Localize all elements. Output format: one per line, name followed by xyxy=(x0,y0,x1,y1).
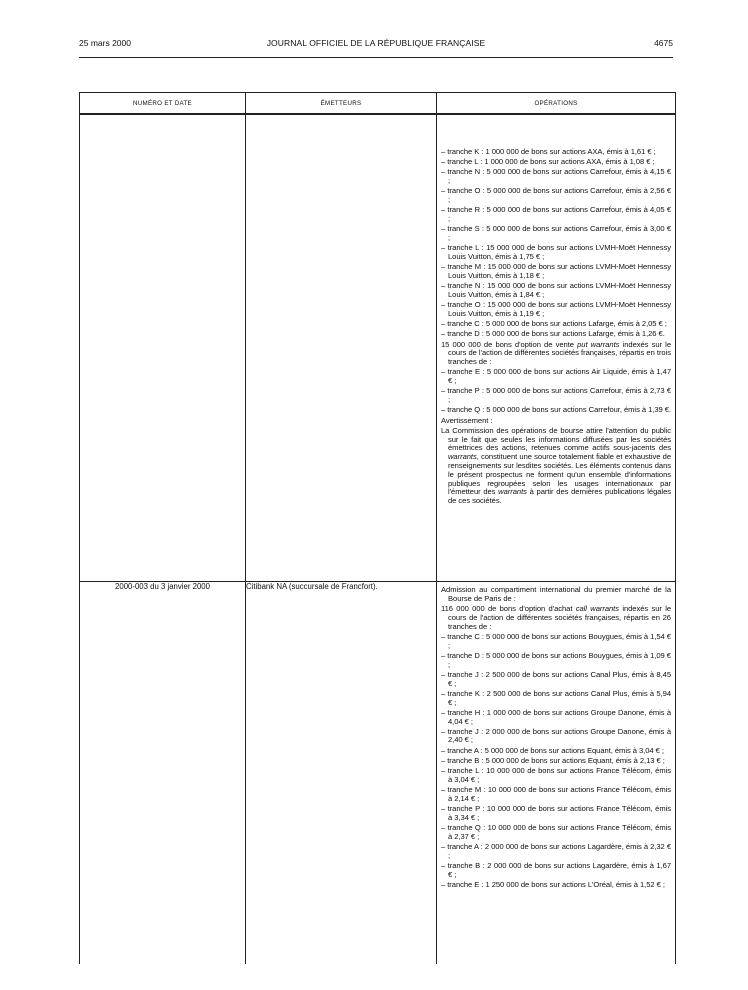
tranche-item: – tranche L : 15 000 000 de bons sur actions LVMH-Moët Hennessy Louis Vuitton, émis à 1,75 € ; xyxy=(441,243,671,262)
tranche-item: – tranche S : 5 000 000 de bons sur actions Carrefour, émis à 3,00 € ; xyxy=(441,224,671,243)
tranche-item: – tranche M : 15 000 000 de bons sur actions LVMH-Moët Hennessy Louis Vuitton, émis à 1,18 € ; xyxy=(441,262,671,281)
table-header-row xyxy=(80,93,676,115)
column-header-emetteurs: ÉMETTEURS xyxy=(246,93,437,115)
operations-cell xyxy=(437,114,676,582)
tranche-item: – tranche R : 5 000 000 de bons sur actions Carrefour, émis à 4,05 € ; xyxy=(441,205,671,224)
tranche-item: – tranche Q : 5 000 000 de bons sur actions Carrefour, émis à 1,39 €. xyxy=(441,405,671,415)
tranche-item: – tranche O : 5 000 000 de bons sur actions Carrefour, émis à 2,56 € ; xyxy=(441,186,671,205)
numero-cell xyxy=(80,114,246,582)
operations-table xyxy=(79,92,676,964)
tranche-item: – tranche L : 1 000 000 de bons sur actions AXA, émis à 1,08 € ; xyxy=(441,157,655,167)
tranche-item: – tranche A : 5 000 000 de bons sur actions Equant, émis à 3,04 € ; xyxy=(441,745,664,755)
warning-title: Avertissement : xyxy=(441,415,493,425)
tranche-item: – tranche E : 1 250 000 de bons sur actions L'Oréal, émis à 1,52 € ; xyxy=(441,879,665,889)
put-warrants-intro: 15 000 000 de bons d'option de vente put warrants indexés sur le cours de l'action de différentes sociétés françaises, répartis en trois tranches de : xyxy=(441,339,671,367)
page-number: 4675 xyxy=(654,38,673,48)
tranche-item: – tranche D : 5 000 000 de bons sur actions Lafarge, émis à 1,26 €. xyxy=(441,329,665,339)
tranche-item: – tranche M : 10 000 000 de bons sur actions France Télécom, émis à 2,14 € ; xyxy=(441,785,671,803)
page-header xyxy=(79,38,673,52)
tranche-item: – tranche B : 5 000 000 de bons sur actions Equant, émis à 2,13 € ; xyxy=(441,755,665,765)
emetteur-cell xyxy=(246,114,437,582)
tranche-item: – tranche K : 1 000 000 de bons sur actions AXA, émis à 1,61 € ; xyxy=(441,147,656,156)
journal-title: JOURNAL OFFICIEL DE LA RÉPUBLIQUE FRANÇAISE xyxy=(266,38,486,48)
tranche-item: – tranche L : 10 000 000 de bons sur actions France Télécom, émis à 3,04 € ; xyxy=(441,766,671,784)
tranche-item: – tranche B : 2 000 000 de bons sur actions Lagardère, émis à 1,67 € ; xyxy=(441,860,671,879)
column-header-operations: OPÉRATIONS xyxy=(437,93,676,115)
tranche-item: – tranche A : 2 000 000 de bons sur actions Lagardère, émis à 2,32 € ; xyxy=(441,841,671,860)
table-row xyxy=(80,114,676,582)
tranche-item: – tranche J : 2 000 000 de bons sur actions Groupe Danone, émis à 2,40 € ; xyxy=(441,726,671,745)
emetteur-cell: Citibank NA (succursale de Francfort). xyxy=(246,582,437,965)
tranche-item: – tranche E : 5 000 000 de bons sur actions Air Liquide, émis à 1,47 € ; xyxy=(441,367,671,386)
tranche-item: – tranche H : 1 000 000 de bons sur actions Groupe Danone, émis à 4,04 € ; xyxy=(441,707,671,726)
tranche-item: – tranche K : 2 500 000 de bons sur actions Canal Plus, émis à 5,94 € ; xyxy=(441,688,671,707)
tranche-item: – tranche J : 2 500 000 de bons sur actions Canal Plus, émis à 8,45 € ; xyxy=(441,669,671,688)
tranche-item: – tranche P : 5 000 000 de bons sur actions Carrefour, émis à 2,73 € ; xyxy=(441,386,671,405)
tranche-item: – tranche C : 5 000 000 de bons sur actions Bouygues, émis à 1,54 € ; xyxy=(441,631,671,650)
tranche-item: – tranche C : 5 000 000 de bons sur actions Lafarge, émis à 2,05 € ; xyxy=(441,319,667,329)
table-row xyxy=(80,582,676,965)
tranche-list xyxy=(441,148,671,339)
tranche-item: – tranche D : 5 000 000 de bons sur actions Bouygues, émis à 1,09 € ; xyxy=(441,650,671,669)
tranche-list xyxy=(441,633,671,890)
tranche-item: – tranche Q : 10 000 000 de bons sur actions France Télécom, émis à 2,37 € ; xyxy=(441,823,671,841)
numero-cell: 2000-003 du 3 janvier 2000 xyxy=(80,582,246,965)
call-warrants-intro: 116 000 000 de bons d'option d'achat call warrants indexés sur le cours de l'action de différentes sociétés françaises, répartis en 26 tranches de : xyxy=(441,603,672,631)
tranche-item: – tranche N : 15 000 000 de bons sur actions LVMH-Moët Hennessy Louis Vuitton, émis à 1,84 € ; xyxy=(441,281,671,300)
admission-text: Admission au compartiment international du premier marché de la Bourse de Paris de : xyxy=(441,585,671,603)
column-header-numero: NUMÉRO ET DATE xyxy=(80,93,246,115)
tranche-item: – tranche O : 15 000 000 de bons sur actions LVMH-Moët Hennessy Louis Vuitton, émis à 1,19 € ; xyxy=(441,300,671,319)
tranche-list xyxy=(441,368,671,415)
operations-cell xyxy=(437,582,676,965)
warning-text: La Commission des opérations de bourse attire l'attention du public sur le fait que seules les informations diffusées par les sociétés émettrices des actions, retenues comme actifs sous-jacents des warrants, constituent une source totalement fiable et exhaustive de renseignements sur lesdites sociétés. Les éléments contenus dans le présent prospectus ne forment qu'un ensemble d'informations publiques regroupées selon les usages internationaux par l'émetteur des warrants à partir des dernières publications légales de ces sociétés. xyxy=(441,425,671,506)
header-rule xyxy=(79,57,673,58)
tranche-item: – tranche N : 5 000 000 de bons sur actions Carrefour, émis à 4,15 € ; xyxy=(441,167,671,186)
tranche-item: – tranche P : 10 000 000 de bons sur actions France Télécom, émis à 3,34 € ; xyxy=(441,804,671,822)
issue-date: 25 mars 2000 xyxy=(79,38,131,48)
